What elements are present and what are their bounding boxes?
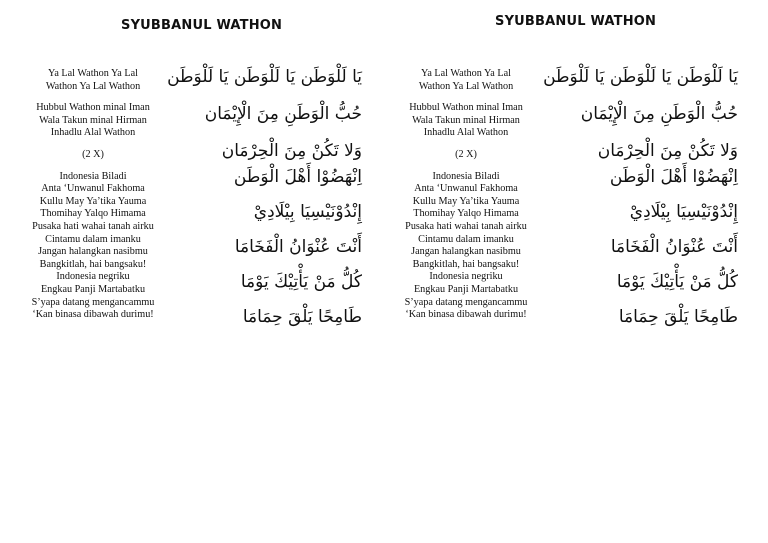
lyric-line: Ya Lal Wathon Ya Lal bbox=[48, 68, 138, 79]
lyric-line: Indonesia negriku bbox=[429, 271, 503, 283]
lyric-line: Cintamu dalam imanku bbox=[418, 233, 514, 245]
lyric-line: ‘Kan binasa dibawah durimu! bbox=[32, 309, 154, 321]
lyric-line: Bangkitlah, hai bangsaku! bbox=[39, 258, 147, 270]
right-page bbox=[384, 0, 768, 543]
arabic-line: يَا لَلْوَطَن يَا لَلْوَطَن يَا لَلْوَطَن bbox=[543, 67, 738, 87]
lyric-line: Bangkitlah, hai bangsaku! bbox=[412, 258, 520, 270]
lyric-line: Hubbul Wathon minal Iman bbox=[36, 102, 150, 114]
lyric-line: S’yapa datang mengancammu bbox=[404, 296, 528, 308]
lyric-line: Indonesia negriku bbox=[56, 271, 130, 283]
lyric-line: ‘Kan binasa dibawah durimu! bbox=[405, 309, 527, 321]
arabic-line: طَامِحًا يَلْقَ حِمَامَا bbox=[618, 307, 738, 327]
lyric-line: Pusaka hati wahai tanah airku bbox=[405, 220, 527, 232]
lyric-line: Wathon Ya Lal Wathon bbox=[418, 80, 514, 92]
lyric-line: Anta ‘Unwanul Fakhoma bbox=[41, 183, 145, 195]
lyric-line: Wala Takun minal Hirman bbox=[39, 114, 147, 126]
lyric-line: Inhadlu Alal Wathon bbox=[50, 127, 136, 139]
lyric-line: Indonesia Biladi bbox=[432, 170, 500, 182]
lyric-line: Thomihay Yalqo Himama bbox=[40, 208, 146, 220]
page-title: SYUBBANUL WATHON bbox=[121, 18, 283, 33]
lyric-line: Pusaka hati wahai tanah airku bbox=[32, 220, 154, 232]
arabic-line: حُبُّ الْوَطَنِ مِنَ الْإِيْمَان bbox=[580, 104, 738, 124]
lyric-line: Kullu May Ya’tika Yauma bbox=[39, 195, 147, 207]
lyric-line: Indonesia Biladi bbox=[59, 170, 127, 182]
arabic-line: إِنْدُوْنَيْسِيَا بِيْلَادِيْ bbox=[629, 202, 738, 222]
arabic-line: أَنْتَ عُنْوَانُ الْفَخَامَا bbox=[234, 237, 362, 257]
arabic-line: اِنْهَضُوْا أَهْلَ الْوَطَن bbox=[233, 167, 362, 187]
lyric-line: Cintamu dalam imanku bbox=[45, 233, 141, 245]
lyric-line: Inhadlu Alal Wathon bbox=[423, 127, 509, 139]
repeat-marker: (2 X) bbox=[455, 148, 477, 160]
lyric-line: Wala Takun minal Hirman bbox=[412, 114, 520, 126]
arabic-line: طَامِحًا يَلْقَ حِمَامَا bbox=[242, 307, 362, 327]
arabic-line: يَا لَلْوَطَن يَا لَلْوَطَن يَا لَلْوَطَن bbox=[167, 67, 362, 87]
lyric-line: Jangan halangkan nasibmu bbox=[411, 246, 521, 258]
lyric-line: Wathon Ya Lal Wathon bbox=[45, 80, 141, 92]
lyric-line: Thomihay Yalqo Himama bbox=[413, 208, 519, 220]
arabic-line: أَنْتَ عُنْوَانُ الْفَخَامَا bbox=[610, 237, 738, 257]
lyric-line: Jangan halangkan nasibmu bbox=[38, 246, 148, 258]
arabic-line: كُلُّ مَنْ يَأْتِيْكَ يَوْمَا bbox=[616, 272, 738, 292]
arabic-line: حُبُّ الْوَطَنِ مِنَ الْإِيْمَان bbox=[204, 104, 362, 124]
latin-lyrics bbox=[384, 68, 548, 322]
lyric-line: Hubbul Wathon minal Iman bbox=[409, 102, 523, 114]
lyric-line: Kullu May Ya’tika Yauma bbox=[412, 195, 520, 207]
lyric-line: Ya Lal Wathon Ya Lal bbox=[421, 68, 511, 79]
lyric-line: Anta ‘Unwanul Fakhoma bbox=[414, 183, 518, 195]
repeat-marker: (2 X) bbox=[82, 148, 104, 160]
arabic-line: وَلا تَكُنْ مِنَ الْحِرْمَان bbox=[597, 141, 738, 161]
arabic-line: إِنْدُوْنَيْسِيَا بِيْلَادِيْ bbox=[253, 202, 362, 222]
arabic-line: اِنْهَضُوْا أَهْلَ الْوَطَن bbox=[609, 167, 738, 187]
lyric-line: Engkau Panji Martabatku bbox=[40, 283, 146, 295]
page-title: SYUBBANUL WATHON bbox=[495, 14, 657, 29]
lyric-line: Engkau Panji Martabatku bbox=[413, 283, 519, 295]
latin-lyrics bbox=[10, 68, 176, 322]
arabic-line: وَلا تَكُنْ مِنَ الْحِرْمَان bbox=[221, 141, 362, 161]
lyric-line: S’yapa datang mengancammu bbox=[31, 296, 155, 308]
arabic-line: كُلُّ مَنْ يَأْتِيْكَ يَوْمَا bbox=[240, 272, 362, 292]
